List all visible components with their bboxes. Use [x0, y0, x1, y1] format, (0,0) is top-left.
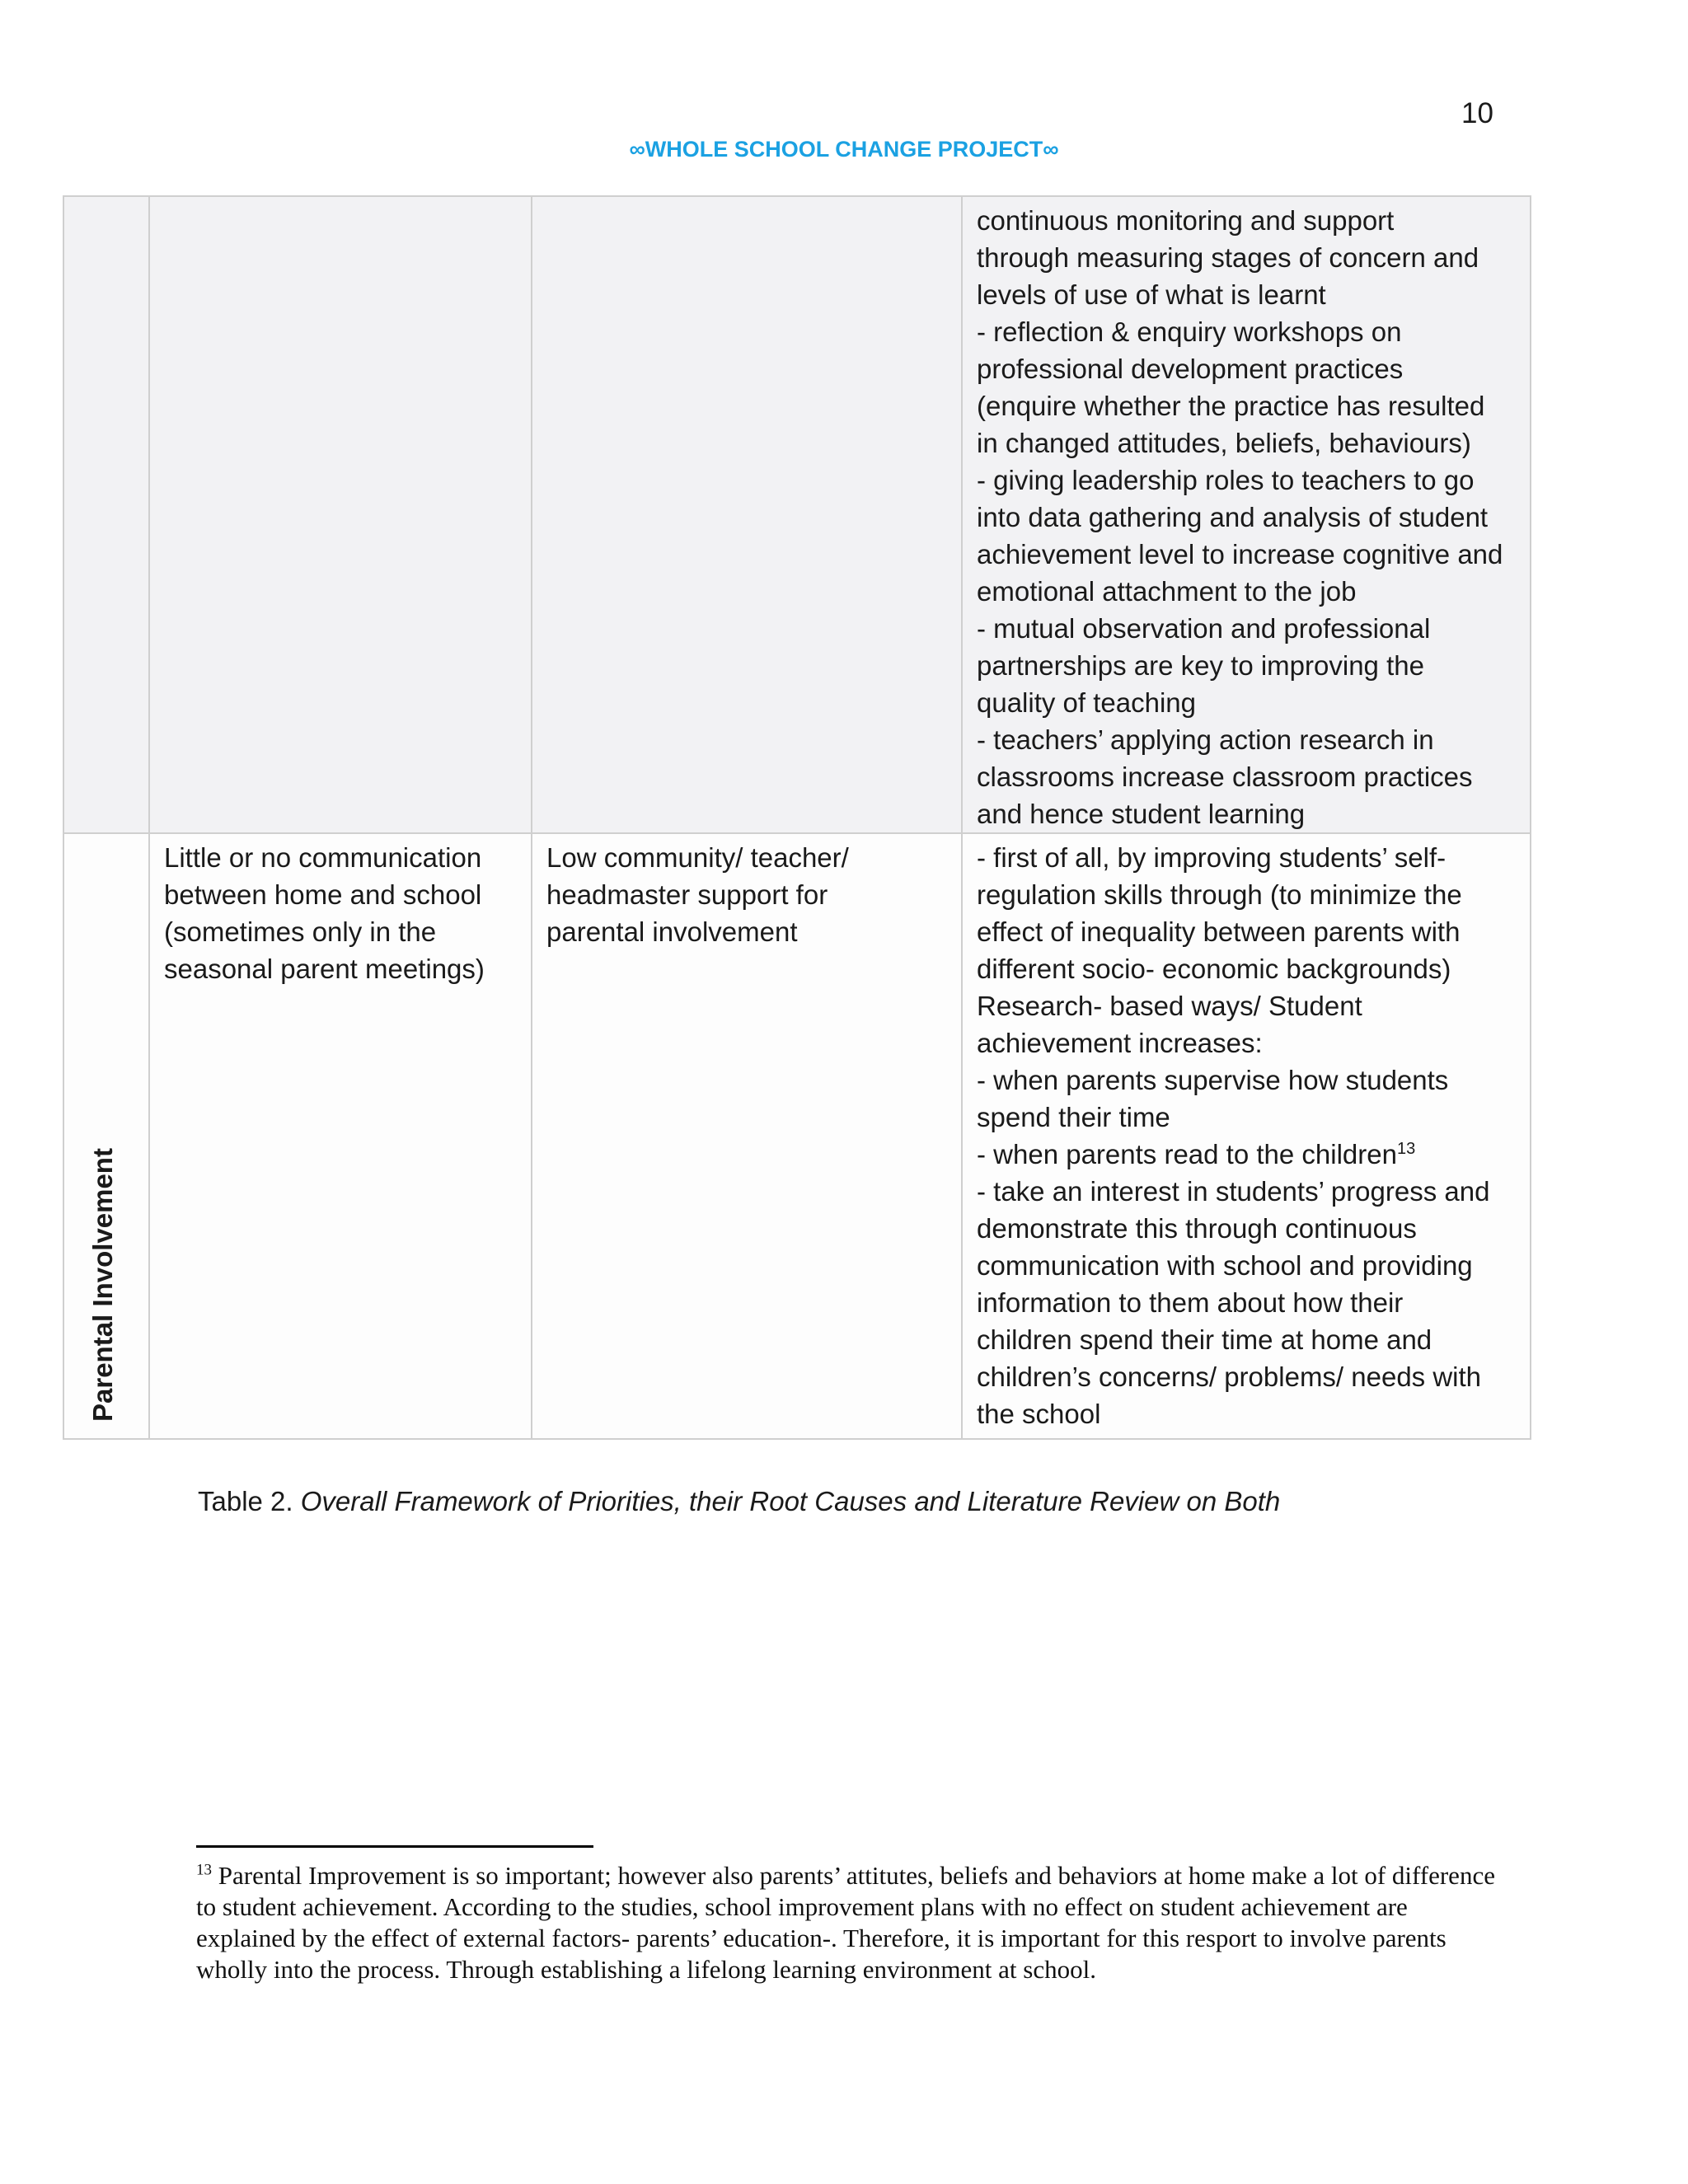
category-label: Parental Involvement [87, 1148, 118, 1422]
current-situation-line: between home and school [164, 879, 482, 910]
footnote-marker: 13 [196, 1861, 212, 1879]
literature-line: professional development practices [977, 354, 1404, 384]
literature-cell-parental [962, 833, 1531, 1439]
literature-line: - first of all, by improving students’ self- [977, 842, 1447, 873]
literature-line: quality of teaching [977, 687, 1197, 718]
literature-line: - when parents supervise how students [977, 1065, 1449, 1095]
table-row-parental-involvement [63, 833, 1531, 1439]
caption-title: Overall Framework of Priorities, their Root Causes and Literature Review on Both [300, 1486, 1281, 1516]
literature-line: regulation skills through (to minimize the [977, 879, 1462, 910]
footnote [196, 1860, 1498, 1985]
root-cause-line: headmaster support for [546, 879, 828, 910]
current-situation-line: (sometimes only in the [164, 916, 437, 947]
literature-line: spend their time [977, 1102, 1170, 1132]
framework-table [63, 195, 1531, 1440]
current-situation-line: seasonal parent meetings) [164, 954, 485, 984]
root-cause-line: parental involvement [546, 916, 798, 947]
literature-line: in changed attitudes, beliefs, behaviours) [977, 428, 1471, 458]
literature-line: partnerships are key to improving the [977, 650, 1424, 681]
table-row-continued [63, 196, 1531, 833]
literature-line: - teachers’ applying action research in [977, 724, 1434, 755]
literature-line: - mutual observation and professional [977, 613, 1431, 644]
root-causes-cell [532, 833, 962, 1439]
literature-line: and hence student learning [977, 799, 1306, 829]
running-header: ∞WHOLE SCHOOL CHANGE PROJECT∞ [629, 137, 1059, 162]
caption-label: Table 2. [198, 1486, 301, 1516]
literature-line: children’s concerns/ problems/ needs with [977, 1361, 1482, 1392]
literature-line: - giving leadership roles to teachers to go [977, 465, 1475, 495]
literature-line: levels of use of what is learnt [977, 279, 1326, 310]
literature-line: through measuring stages of concern and [977, 242, 1479, 273]
literature-line: effect of inequality between parents with [977, 916, 1461, 947]
literature-line-footnoted: - when parents read to the children$^{13}$ [977, 1139, 1416, 1169]
literature-line: continuous monitoring and support [977, 205, 1395, 236]
footnote-reference[interactable]: 13 [1396, 1140, 1416, 1158]
literature-line: the school [977, 1399, 1101, 1429]
footnote-text: Parental Improvement is so important; however also parents’ attitutes, beliefs and behaviors at home make a lot of difference to student achievement. According to the studies, school improvement plans with no effect on student achievement are explained by the effect of external factors- parents’ education-. Therefore, it is important for this resport to involve parents wholly into the process. Through establishing a lifelong learning environment at school. [196, 1861, 1495, 1984]
literature-line: classrooms increase classroom practices [977, 762, 1473, 792]
literature-line: children spend their time at home and [977, 1324, 1432, 1355]
literature-cell-continued [962, 196, 1531, 833]
literature-line: - take an interest in students’ progress and [977, 1176, 1490, 1207]
table-caption [198, 1486, 1280, 1517]
page-number: 10 [1461, 97, 1493, 129]
literature-line: achievement increases: [977, 1028, 1263, 1058]
literature-line: emotional attachment to the job [977, 576, 1357, 607]
literature-line: information to them about how their [977, 1287, 1404, 1318]
literature-line: Research- based ways/ Student [977, 991, 1362, 1021]
literature-line: - reflection & enquiry workshops on [977, 316, 1402, 347]
root-cause-line: Low community/ teacher/ [546, 842, 849, 873]
literature-line: different socio- economic backgrounds) [977, 954, 1451, 984]
literature-line: (enquire whether the practice has resulted [977, 391, 1485, 421]
category-cell [63, 833, 149, 1439]
literature-line: achievement level to increase cognitive and [977, 539, 1503, 569]
current-situation-cell-empty [149, 196, 532, 833]
current-situation-cell [149, 833, 532, 1439]
root-causes-cell-empty [532, 196, 962, 833]
footnote-separator [196, 1845, 593, 1848]
current-situation-line: Little or no communication [164, 842, 482, 873]
literature-line: into data gathering and analysis of student [977, 502, 1489, 532]
literature-line: communication with school and providing [977, 1250, 1473, 1281]
category-cell-empty [63, 196, 149, 833]
literature-line: demonstrate this through continuous [977, 1213, 1417, 1244]
